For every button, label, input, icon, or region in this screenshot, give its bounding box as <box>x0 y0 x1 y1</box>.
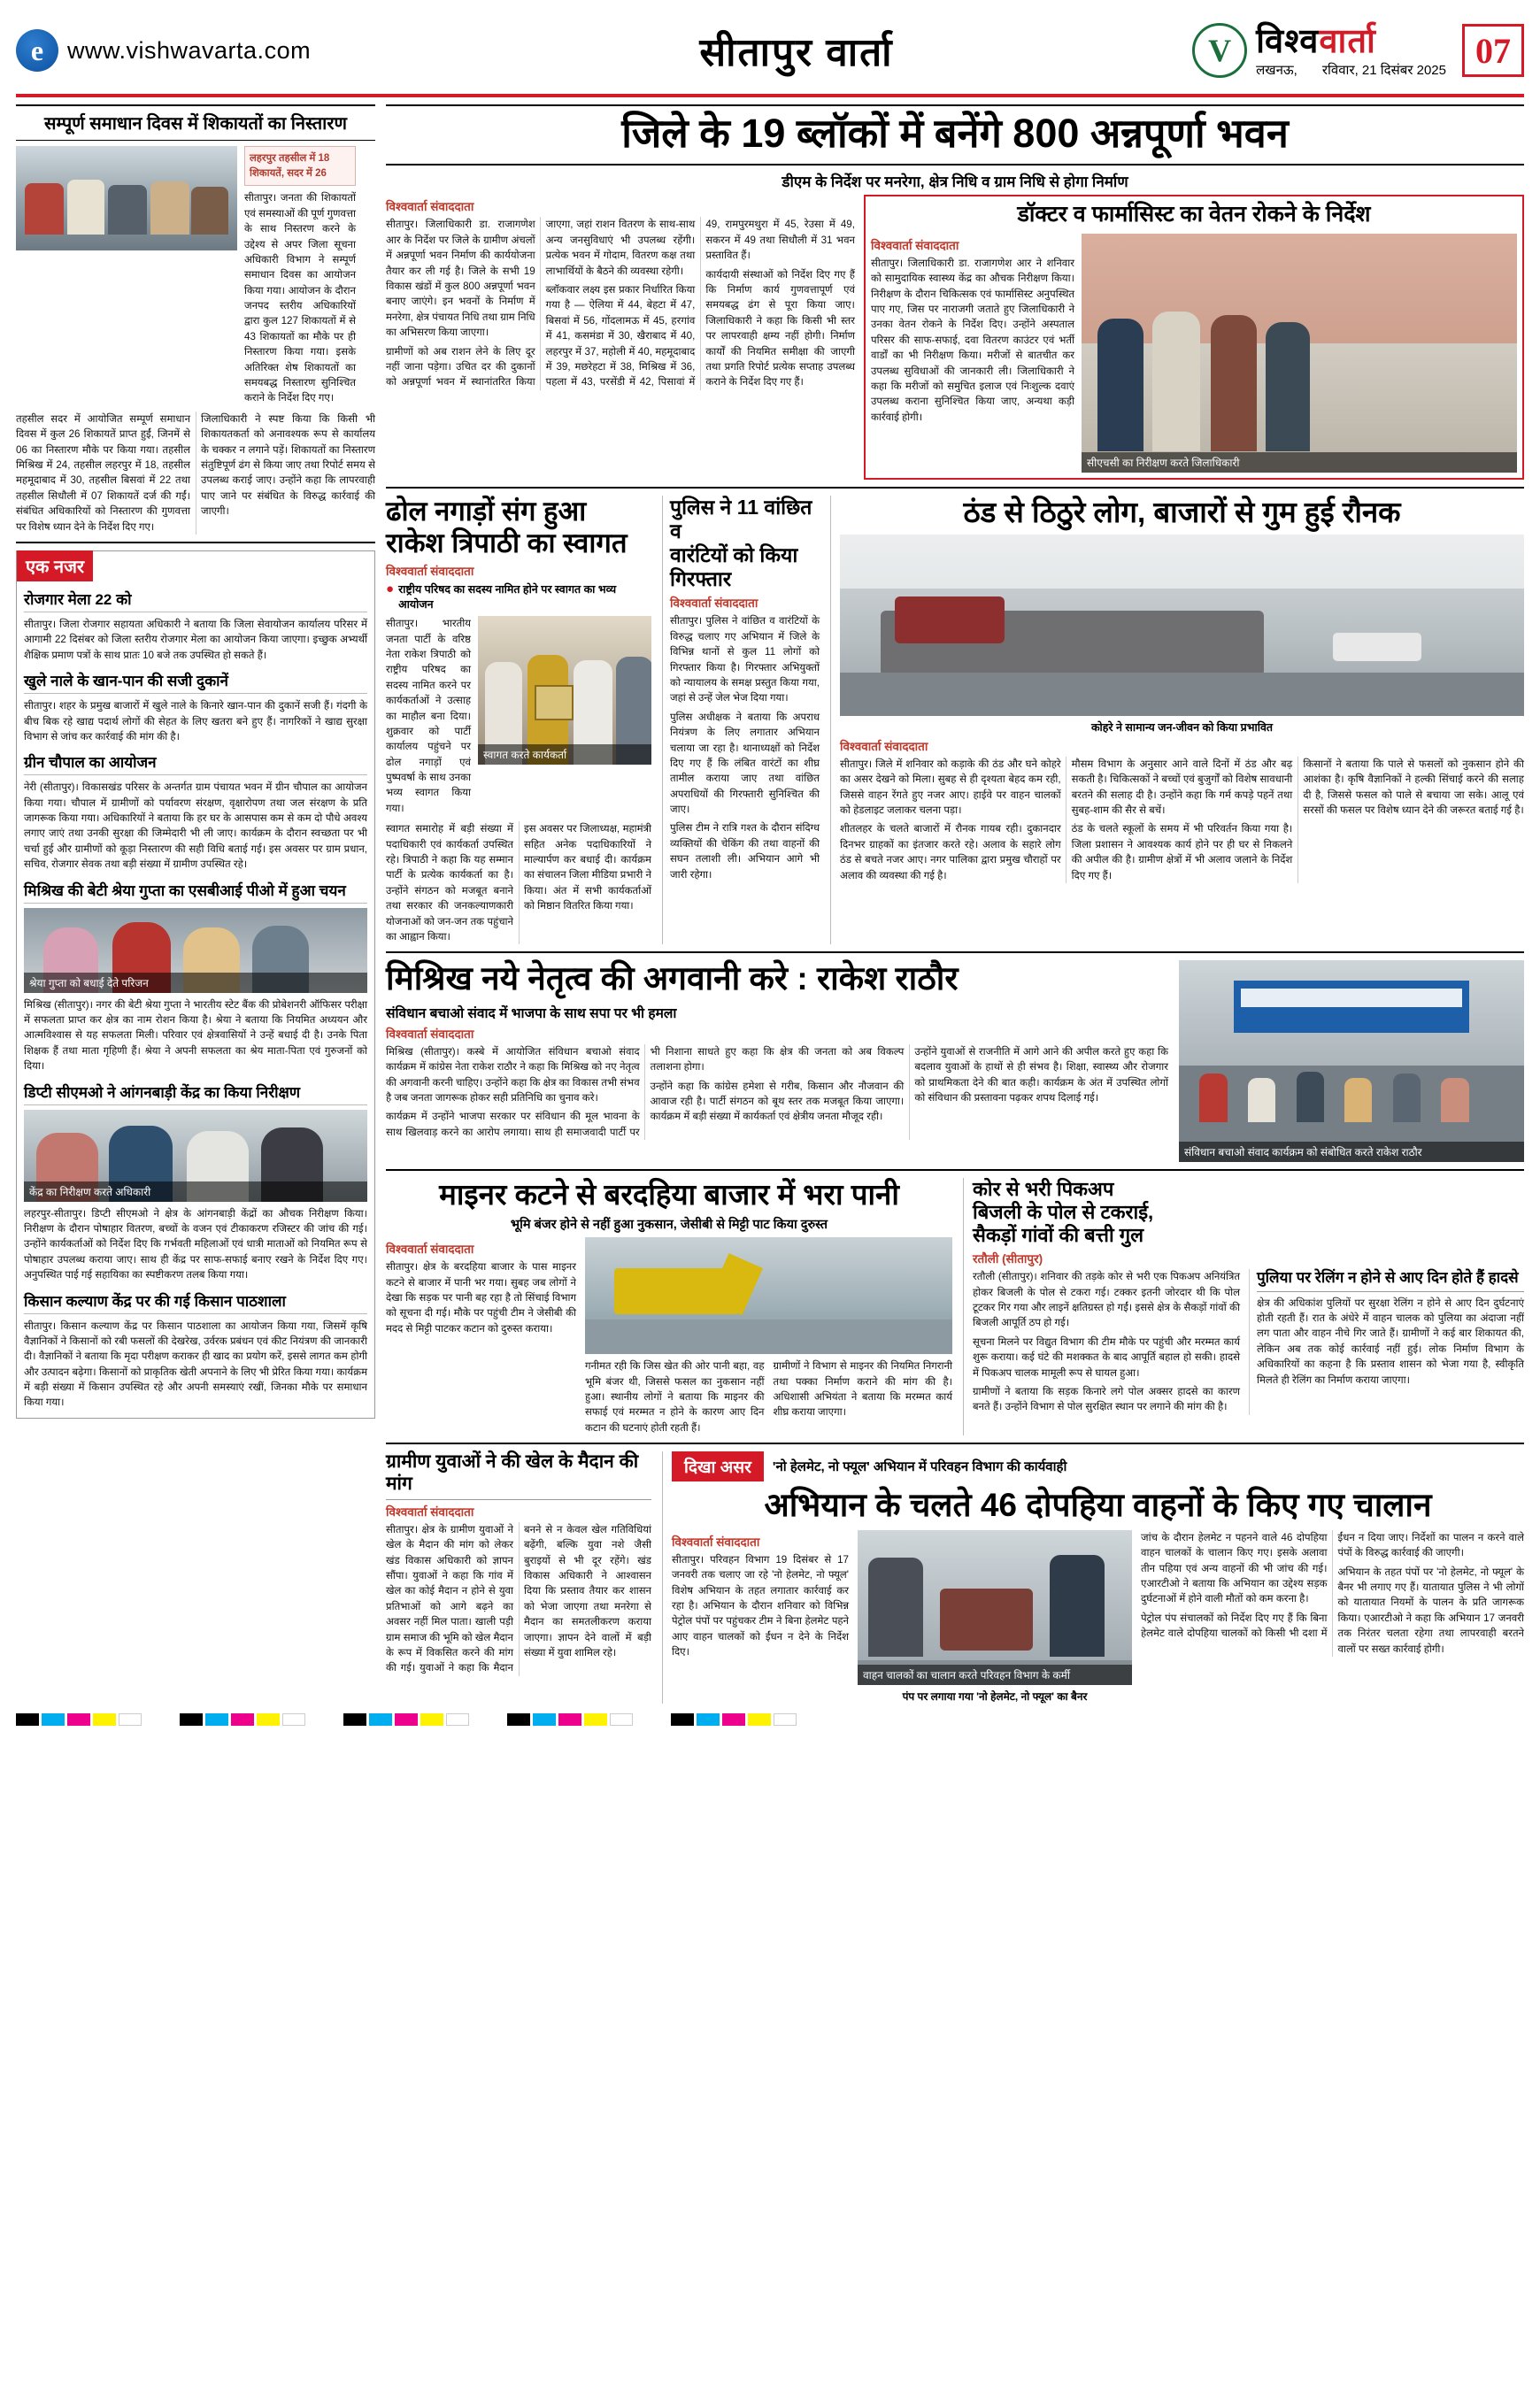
nazar-item-chaupal <box>24 751 367 872</box>
item-text: लहरपुर-सीतापुर। डिप्टी सीएमओ ने क्षेत्र के आंगनबाड़ी केंद्रों का औचक निरीक्षण किया। निरीक्षण के दौरान पोषाहार वितरण, बच्चों के वजन एवं टीकाकरण रजिस्टर की जांच की गई। उन्होंने कार्यकर्ताओं को निर्देश दिए कि गर्भवती महिलाओं एवं धात्री माताओं को नियमित रूप से पोषाहार उपलब्ध कराया जाए। साथ ही केंद्र पर साफ-सफाई बनाए रखने के निर्देश दिए गए। अनुपस्थित पाई गई सहायिका का स्पष्टीकरण तलब किया गया। <box>24 1207 367 1281</box>
photo-caption: कोहरे ने सामान्य जन-जीवन को किया प्रभावित <box>1090 720 1274 734</box>
article-helmet-campaign <box>662 1451 1524 1704</box>
article-text-4: ठंड के चलते स्कूलों के समय में भी परिवर्तन किया गया है। जिला प्रशासन ने आवश्यक कार्य होने पर ही घर से निकलने की अपील की है। ग्रामीण क्षेत्रों में भी अलाव जलाने के निर्देश दिए गए हैं। <box>1071 823 1293 881</box>
row-fourth <box>386 1178 1524 1435</box>
article-photo <box>1082 234 1517 473</box>
item-photo <box>24 1110 367 1202</box>
article-minor-water <box>386 1178 952 1435</box>
article-headline-line2: राकेश त्रिपाठी का स्वागत <box>386 527 628 558</box>
item-text: मिश्रिख (सीतापुर)। नगर की बेटी श्रेया गुप्ता ने भारतीय स्टेट बैंक की प्रोबेशनरी ऑफिसर परीक्षा में सफलता प्राप्त कर क्षेत्र का नाम रोशन किया है। श्रेया ने बताया कि नियमित अध्ययन और आत्मविश्वास से यह सफलता मिली। परिवार एवं क्षेत्रवासियों ने उन्हें बधाई दी है। उनके पिता शिक्षक हैं तथा माता गृहिणी हैं। श्रेया ने अपनी सफलता का श्रेय माता-पिता एवं गुरुजनों को दिया। <box>24 998 367 1073</box>
item-headline: किसान कल्याण केंद्र पर की गई किसान पाठशाला <box>24 1290 367 1314</box>
article-dhol-nagade <box>386 496 651 944</box>
item-text: सीतापुर। किसान कल्याण केंद्र पर किसान पाठशाला का आयोजन किया गया, जिसमें कृषि वैज्ञानिकों ने किसानों को रबी फसलों की देखरेख, उर्वरक प्रबंधन एवं कीट नियंत्रण की जानकारी दी। वैज्ञानिकों ने बताया कि मृदा परीक्षण कराकर ही खाद का प्रयोग करें, इससे लागत कम होगी और उत्पादन बढ़ेगा। किसानों को प्राकृतिक खेती अपनाने के लिए भी प्रेरित किया गया। कार्यक्रम में बड़ी संख्या में किसान उपस्थित रहे और अपनी समस्याएं रखीं, जिनका मौके पर समाधान किया गया। <box>24 1320 367 1409</box>
article-cold-wave <box>830 496 1524 944</box>
article-text-2: शीतलहर के चलते बाजारों में रौनक गायब रही। दुकानदार दिनभर ग्राहकों का इंतजार करते रहे। अलाव के सहारे लोग ठंड से बचते नजर आए। नगर पालिका द्वारा प्रमुख चौराहों पर अलाव की व्यवस्था की गई है। <box>840 823 1061 881</box>
article-headline: ठंड से ठिठुरे लोग, बाजारों से गुम हुई रौनक <box>963 495 1401 528</box>
byline: विश्ववार्ता संवाददाता <box>840 739 928 753</box>
article-text-3: ग्रामीणों ने विभाग से माइनर की नियमित निगरानी तथा पक्का निर्माण कराने की मांग की है। अधिशासी अभियंता ने बताया कि मरम्मत कार्य शीघ्र कराया जाएगा। <box>773 1360 952 1419</box>
article-text-1: सीतापुर। जनता की शिकायतों एवं समस्याओं की पूर्ण गुणवत्ता के साथ निस्तरण करने के उद्देश्य से अपर जिला सूचना अधिकारी विभाग ने सम्पूर्ण समाधान दिवस का आयोजन किया गया। आयोजन के दौरान जनपद स्तरीय अधिकारियों द्वारा कुल 127 शिकायतों में से 43 शिकायतों का मौके पर ही निस्तारण किया गया। इसके अतिरिक्त शेष शिकायतों का समयबद्ध निस्तारण सुनिश्चित कराने के निर्देश दिए गए। <box>244 192 356 404</box>
brand-city: लखनऊ, <box>1256 62 1297 78</box>
item-headline: डिप्टी सीएमओ ने आंगनबाड़ी केंद्र का किया निरीक्षण <box>24 1081 367 1105</box>
brand-logo-icon: V <box>1192 23 1247 78</box>
article-text-3: ग्रामीणों ने बताया कि सड़क किनारे लगे पोल अक्सर हादसे का कारण बनते हैं। उन्होंने विभाग से पोल सुरक्षित स्थान पर लगाने की मांग की है। <box>973 1385 1240 1413</box>
brand-name <box>1256 22 1446 60</box>
article-text-1: सीतापुर। परिवहन विभाग 19 दिसंबर से 17 जनवरी तक चलाए जा रहे 'नो हेलमेट, नो फ्यूल' विशेष अभियान के तहत लगातार कार्रवाई कर रहा है। अभियान के दौरान शनिवार को विभिन्न पेट्रोल पंपों पर पहुंचकर टीम ने बिना हेलमेट पहने आए वाहन चालकों को ईंधन न देने के निर्देश दिए। <box>672 1553 849 1658</box>
masthead <box>16 12 1524 97</box>
article-text-4: अभियान के तहत पंपों पर 'नो हेलमेट, नो फ्यूल' के बैनर भी लगाए गए हैं। यातायात पुलिस ने भी लोगों को यातायात नियमों के पालन के प्रति जागरूक किया। एआरटीओ ने कहा कि अभियान 17 जनवरी तक निरंतर चलता रहेगा तथा लापरवाही बरतने वालों पर सख्त कार्रवाई होगी। <box>1337 1566 1524 1655</box>
byline: विश्ववार्ता संवाददाता <box>670 596 758 611</box>
row-fifth <box>386 1451 1524 1704</box>
article-samadhan-divas <box>16 104 375 535</box>
byline: विश्ववार्ता संवाददाता <box>386 1243 474 1257</box>
article-text-2: तहसील सदर में आयोजित सम्पूर्ण समाधान दिवस में कुल 26 शिकायतें प्राप्त हुईं, जिनमें से 06 का निस्तारण मौके पर किया गया। तहसील मिश्रिख में 24, तहसील लहरपुर में 18, तहसील महमूदाबाद में 30, तहसील बिसवां में 22 तथा तहसील सिधौली में 07 शिकायतें दर्ज की गईं। संबंधित अधिकारियों को निस्तारण की गुणवत्ता पर विशेष ध्यान देने के निर्देश दिए गए। <box>16 412 190 533</box>
masthead-left <box>16 29 565 72</box>
byline: विश्ववार्ता संवाददाता <box>871 238 959 252</box>
article-headline: मिश्रिख नये नेतृत्व की अगवानी करे : राकेश राठौर <box>386 960 959 997</box>
article-text-2: कार्यक्रम में उन्होंने भाजपा सरकार पर संविधान की मूल भावना के साथ खिलवाड़ करने का आरोप लगाया। साथ ही समाजवादी पार्टी पर भी निशाना साधते हुए कहा कि क्षेत्र की जनता को अब विकल्प तलाशना होगा। <box>386 1045 905 1138</box>
article-subhead: डीएम के निर्देश पर मनरेगा, क्षेत्र निधि व ग्राम निधि से होगा निर्माण <box>782 173 1128 191</box>
article-doctor-salary <box>864 195 1524 480</box>
row-second <box>386 496 1524 944</box>
page-title: सीतापुर वार्ता <box>699 31 894 74</box>
item-headline: रोजगार मेला 22 को <box>24 589 367 612</box>
article-headline-line1: ढोल नगाड़ों संग हुआ <box>386 495 587 527</box>
article-text-4: कार्यदायी संस्थाओं को निर्देश दिए गए हैं कि निर्माण कार्य गुणवत्तापूर्ण एवं समयबद्ध ढंग से पूरा किया जाए। जिलाधिकारी ने कहा कि किसी भी स्तर पर लापरवाही क्षम्य नहीं होगी। निर्माण कार्यों की नियमित समीक्षा की जाएगी तथा प्रगति रिपोर्ट प्रत्येक सप्ताह उपलब्ध कराने के निर्देश दिए गए हैं। <box>705 268 855 389</box>
item-text: सीतापुर। जिला रोजगार सहायता अधिकारी ने बताया कि जिला सेवायोजन कार्यालय परिसर में आगामी 22 दिसंबर को जिला स्तरीय रोजगार मेला का आयोजन किया जाएगा। इच्छुक अभ्यर्थी शैक्षिक प्रमाण पत्रों के साथ प्रातः 10 बजे तक उपस्थित हो सकते हैं। <box>24 618 367 661</box>
nazar-item-shreya <box>24 880 367 1074</box>
article-text-5: किसानों ने बताया कि पाले से फसलों को नुकसान होने की आशंका है। कृषि वैज्ञानिकों ने हल्की सिंचाई करने की सलाह दी है, जिससे फसल को पाले से बचाया जा सके। आलू एवं सरसों की फसल पर विशेष ध्यान देने की जरूरत बताई गई है। <box>1303 758 1524 816</box>
article-headline: अभियान के चलते 46 दोपहिया वाहनों के किए गए चालान <box>764 1487 1432 1524</box>
item-text: नेरी (सीतापुर)। विकासखंड परिसर के अन्तर्गत ग्राम पंचायत भवन में ग्रीन चौपाल का आयोजन किया गया। चौपाल में ग्रामीणों को पर्यावरण संरक्षण, वृक्षारोपण तथा जल संरक्षण के प्रति जागरूक किया गया। अधिकारियों ने बताया कि हर घर के आसपास कम से कम दो पौधे अवश्य लगाए जाएं तथा उनकी सुरक्षा की जिम्मेदारी भी ली जाए। कार्यक्रम के दौरान स्वच्छता पर भी चर्चा हुई और ग्रामीणों को कूड़ा निस्तारण की सही विधि बताई गई। इस अवसर पर ग्राम प्रधान, सचिव, रोजगार सेवक तथा बड़ी संख्या में ग्रामीण उपस्थित रहे। <box>24 781 367 871</box>
article-headline: माइनर कटने से बरदहिया बाजार में भरा पानी <box>439 1178 899 1212</box>
article-photo <box>1179 960 1524 1162</box>
byline: विश्ववार्ता संवाददाता <box>386 200 474 214</box>
item-headline: खुले नाले के खान-पान की सजी दुकानें <box>24 670 367 694</box>
article-bullet: राष्ट्रीय परिषद का सदस्य नामित होने पर स्वागत का भव्य आयोजन <box>398 583 617 612</box>
page-number: 07 <box>1462 24 1524 77</box>
article-text-3: पुलिस टीम ने रात्रि गश्त के दौरान संदिग्ध व्यक्तियों की चेकिंग की तथा वाहनों की सघन तलाशी ली। अभियान आगे भी जारी रहेगा। <box>670 822 820 881</box>
article-text-2: जांच के दौरान हेलमेट न पहनने वाले 46 दोपहिया वाहन चालकों के चालान किए गए। इसके अलावा तीन पहिया एवं अन्य वाहनों की भी जांच की गई। एआरटीओ ने बताया कि अभियान का उद्देश्य सड़क दुर्घटनाओं में होने वाली मौतों को कम करना है। <box>1141 1531 1328 1605</box>
article-headline-line2: वारंटियों को किया <box>670 543 798 567</box>
article-youth-playground <box>386 1451 651 1704</box>
article-text-3: जिलाधिकारी ने स्पष्ट किया कि किसी भी शिकायतकर्ता को अनावश्यक रूप से कार्यालय के चक्कर न लगाने पड़ें। शिकायतों का निस्तारण संतुष्टिपूर्ण ढंग से किया जाए तथा रिपोर्ट समय से उपलब्ध कराई जाए। उन्होंने कहा कि लापरवाही पाए जाने पर संबंधित के विरुद्ध कार्रवाई की जाएगी। <box>201 412 375 518</box>
side-headline: पुलिया पर रेलिंग न होने से आए दिन होते हैं हादसे <box>1257 1269 1524 1291</box>
byline: विश्ववार्ता संवाददाता <box>386 565 474 579</box>
article-headline-line3: गिरफ्तार <box>670 567 732 591</box>
photo-caption: केंद्र का निरीक्षण करते अधिकारी <box>24 1181 367 1202</box>
article-text-3: मौसम विभाग के अनुसार आने वाले दिनों में ठंड और बढ़ सकती है। चिकित्सकों ने बच्चों एवं बुजुर्गों को विशेष सावधानी बरतने की सलाह दी है। उन्होंने कहा कि गर्म कपड़े पहनें तथा सुबह-शाम की सैर से बचें। <box>1071 758 1293 816</box>
pull-quote: लहरपुर तहसील में 18 शिकायतें, सदर में 26 <box>244 146 356 186</box>
side-text: क्षेत्र की अधिकांश पुलियों पर सुरक्षा रेलिंग न होने से आए दिन दुर्घटनाएं होती रहती हैं। रात के अंधेरे में वाहन चालक को पुलिया का अंदाजा नहीं लग पाता और वाहन नीचे गिर जाते हैं। ग्रामीणों ने कई बार शिकायत की, लेकिन अब तक कोई कार्रवाई नहीं हुई। लोक निर्माण विभाग के अधिकारियों का कहना है कि प्रस्ताव शासन को भेजा गया है, स्वीकृति मिलते ही रेलिंग का निर्माण कराया जाएगा। <box>1257 1297 1524 1386</box>
article-subhead: भूमि बंजर होने से नहीं हुआ नुकसान, जेसीबी से मिट्टी पाट किया दुरुस्त <box>510 1218 828 1233</box>
article-text-4: उन्होंने युवाओं से राजनीति में आगे आने की अपील करते हुए कहा कि बदलाव युवाओं के हाथों से ही संभव है। शिक्षा, स्वास्थ्य और रोजगार को प्राथमिकता देने की बात कही। कार्यक्रम के अंत में उपस्थित लोगों को संविधान की प्रस्तावना पढ़कर शपथ दिलाई गई। <box>914 1045 1168 1104</box>
nazar-item-rojgar <box>24 589 367 663</box>
article-headline-line1: पुलिस ने 11 वांछित व <box>670 495 812 543</box>
website-url[interactable]: www.vishwavarta.com <box>67 36 312 64</box>
brand-date: रविवार, 21 दिसंबर 2025 <box>1321 62 1446 78</box>
left-column <box>16 104 375 1704</box>
masthead-center <box>565 24 1028 77</box>
side-photo-caption: पंप पर लगाया गया 'नो हेलमेट, नो फ्यूल' का बैनर <box>902 1689 1088 1703</box>
article-text-1: सीतापुर। पुलिस ने वांछित व वारंटियों के विरुद्ध चलाए गए अभियान में जिले के विभिन्न थानों से कुल 11 लोगों को गिरफ्तार किया है। गिरफ्तार अभियुक्तों को न्यायालय के समक्ष प्रस्तुत किया गया, जहां से उन्हें जेल भेज दिया गया। <box>670 615 820 704</box>
article-annapurna-bhawan <box>386 104 1524 480</box>
article-text-2: गनीमत रही कि जिस खेत की ओर पानी बहा, वह भूमि बंजर थी, जिससे फसल का नुकसान नहीं हुआ। स्थानीय लोगों ने बताया कि माइनर की सफाई एवं मरम्मत न होने के कारण आए दिन कटान की घटनाएं होती रहती हैं। <box>585 1360 765 1434</box>
photo-caption: सीएचसी का निरीक्षण करते जिलाधिकारी <box>1082 452 1517 473</box>
article-photo <box>478 616 651 765</box>
byline: रतौली (सीतापुर) <box>973 1252 1043 1266</box>
article-subhead: संविधान बचाओ संवाद में भाजपा के साथ सपा पर भी हमला <box>386 1005 677 1021</box>
article-headline-line1: कोर से भरी पिकअप <box>973 1178 1114 1201</box>
article-text: सीतापुर। जिलाधिकारी डा. राजागणेश आर ने शनिवार को सामुदायिक स्वास्थ्य केंद्र का औचक निरीक्षण किया। निरीक्षण के दौरान चिकित्सक एवं फार्मासिस्ट अनुपस्थित पाए गए, जिस पर नाराजगी जताते हुए जिलाधिकारी ने उनका वेतन रोकने के निर्देश दिए। उन्होंने अस्पताल परिसर की साफ-सफाई, दवा वितरण काउंटर एवं भर्ती वार्डों का भी निरीक्षण किया। मरीजों से बातचीत कर उपलब्ध सुविधाओं की जानकारी ली। जिलाधिकारी ने कहा कि मरीजों को समुचित इलाज एवं निःशुल्क दवाएं उपलब्ध कराना सुनिश्चित किया जाए, अन्यथा कड़ी कार्रवाई होगी। <box>871 257 1074 423</box>
article-photo <box>16 146 237 250</box>
article-text-3: इस अवसर पर जिलाध्यक्ष, महामंत्री सहित अनेक पदाधिकारियों ने माल्यार्पण कर बधाई दी। कार्यक्रम का संचालन जिला मीडिया प्रभारी ने किया। अंत में सभी कार्यकर्ताओं को मिष्ठान वितरित किया गया। <box>524 823 651 912</box>
article-text-1: सीतापुर। भारतीय जनता पार्टी के वरिष्ठ नेता राकेश त्रिपाठी को राष्ट्रीय परिषद का सदस्य नामित करने पर कार्यकर्ताओं ने उत्साह का माहौल बना दिया। शुक्रवार को पार्टी कार्यालय पहुंचने पर ढोल नगाड़ों एवं पुष्पवर्षा के साथ उनका भव्य स्वागत किया गया। <box>386 618 471 814</box>
brand-name-part2: वार्ता <box>1319 22 1376 60</box>
article-text-1: सीतापुर। क्षेत्र के बरदहिया बाजार के पास माइनर कटने से बाजार में पानी भर गया। सुबह जब लोगों ने देखा कि सड़क पर पानी बह रहा है तो सिंचाई विभाग को सूचना दी गई। मौके पर पहुंची टीम ने जेसीबी की मदद से मिट्टी पाटकर कटान को दुरुस्त कराया। <box>386 1261 576 1335</box>
ek-nazar-box <box>16 550 375 1419</box>
nazar-item-kisan <box>24 1290 367 1411</box>
article-mishrikh-rathore <box>386 960 1524 1162</box>
byline: विश्ववार्ता संवाददाता <box>386 1504 474 1519</box>
article-text-2: ग्रामीणों को अब राशन लेने के लिए दूर नहीं जाना पड़ेगा। उचित दर की दुकानों को अन्नपूर्णा भवन में स्थानांतरित किया जाएगा, जहां राशन वितरण के साथ-साथ अन्य जनसुविधाएं भी उपलब्ध रहेंगी। प्रत्येक भवन में गोदाम, वितरण कक्ष तथा लाभार्थियों के बैठने की व्यवस्था रहेगी। <box>386 219 696 389</box>
article-text-1: मिश्रिख (सीतापुर)। कस्बे में आयोजित संविधान बचाओ संवाद कार्यक्रम में कांग्रेस नेता राकेश राठौर ने कहा कि मिश्रिख को नए नेतृत्व की अगवानी करनी चाहिए। उन्होंने कहा कि क्षेत्र का विकास तभी संभव है जब जनता जागरूक होकर सही प्रतिनिधि का चुनाव करे। <box>386 1045 640 1104</box>
right-section <box>386 104 1524 1704</box>
byline: विश्ववार्ता संवाददाता <box>386 1027 474 1041</box>
article-headline: डॉक्टर व फार्मासिस्ट का वेतन रोकने के निर्देश <box>1017 202 1371 227</box>
item-headline: मिश्रिख की बेटी श्रेया गुप्ता का एसबीआई पीओ में हुआ चयन <box>24 880 367 904</box>
globe-icon: e <box>16 29 58 72</box>
article-text-3: उन्होंने कहा कि कांग्रेस हमेशा से गरीब, किसान और नौजवान की आवाज रही है। पार्टी संगठन को बूथ स्तर तक मजबूत किया जाएगा। कार्यक्रम में बड़ी संख्या में कार्यकर्ता एवं क्षेत्रीय जनता मौजूद रही। <box>650 1080 905 1123</box>
item-text: सीतापुर। शहर के प्रमुख बाजारों में खुले नाले के किनारे खान-पान की दुकानें सजी हैं। गंदगी के बीच बिक रहे खाद्य पदार्थ लोगों की सेहत के लिए खतरा बने हुए हैं। नागरिकों ने खाद्य सुरक्षा विभाग से जांच कर कार्रवाई की मांग की है। <box>24 700 367 743</box>
nazar-item-nale <box>24 670 367 744</box>
article-text-3: ब्लॉकवार लक्ष्य इस प्रकार निर्धारित किया गया है — ऐलिया में 44, बेहटा में 47, बिसवां में 56, गोंदलामऊ में 45, हरगांव में 41, कसमंडा में 30, खैराबाद में 40, लहरपुर में 37, महोली में 40, महमूदाबाद में 39, मछरेहटा में 38, मिश्रिख में 36, पहला में 43, परसेंडी में 42, पिसावां में 49, रामपुरमथुरा में 45, रेउसा में 49, सकरन में 49 तथा सिधौली में 31 भवन प्रस्तावित हैं। <box>545 219 855 389</box>
article-headline: ग्रामीण युवाओं ने की खेल के मैदान की मांग <box>386 1451 651 1500</box>
photo-caption: वाहन चालकों का चालान करते परिवहन विभाग के कर्मी <box>858 1665 1132 1685</box>
article-headline: जिले के 19 ब्लॉकों में बनेंगे 800 अन्नपूर्णा भवन <box>386 104 1524 165</box>
status-badge: दिखा असर <box>672 1451 764 1481</box>
masthead-right <box>1028 23 1524 78</box>
photo-caption: स्वागत करते कार्यकर्ता <box>478 744 651 765</box>
byline: विश्ववार्ता संवाददाता <box>672 1535 760 1549</box>
article-text-1: सीतापुर। जिले में शनिवार को कड़ाके की ठंड और घने कोहरे का असर देखने को मिला। सुबह से ही दृश्यता बेहद कम रही, जिससे वाहन रेंगते हुए नजर आए। हाईवे पर वाहन चालकों को हेडलाइट जलाकर चलना पड़ा। <box>840 758 1061 816</box>
content-grid <box>16 104 1524 1704</box>
article-headline-line3: सैकड़ों गांवों की बत्ती गुल <box>973 1224 1144 1247</box>
article-text-2: पुलिस अधीक्षक ने बताया कि अपराध नियंत्रण के लिए लगातार अभियान चलाया जा रहा है। थानाध्यक्षों को निर्देश दिए गए हैं कि लंबित वारंटों का शीघ्र तामील कराया जाए तथा वांछित अपराधियों की गिरफ्तारी सुनिश्चित की जाए। <box>670 711 820 816</box>
article-text-3: पेट्रोल पंप संचालकों को निर्देश दिए गए हैं कि बिना हेलमेट वाले दोपहिया चालकों को किसी भी दशा में ईंधन न दिया जाए। निर्देशों का पालन न करने वाले पंपों के विरुद्ध कार्रवाई की जाएगी। <box>1141 1531 1524 1640</box>
article-headline: सम्पूर्ण समाधान दिवस में शिकायतों का निस्तारण <box>16 104 375 141</box>
article-text-2: सूचना मिलने पर विद्युत विभाग की टीम मौके पर पहुंची और मरम्मत कार्य शुरू कराया। कई घंटे की मशक्कत के बाद आपूर्ति बहाल हो सकी। हादसे में पिकअप चालक मामूली रूप से घायल हुआ। <box>973 1335 1240 1379</box>
article-photo <box>840 535 1524 716</box>
brand-name-part1: विश्व <box>1256 22 1320 60</box>
bullet-icon: ● <box>386 581 395 597</box>
print-registration-bar <box>16 1712 1524 1727</box>
article-tagline: 'नो हेलमेट, नो फ्यूल' अभियान में परिवहन विभाग की कार्यवाही <box>772 1459 1067 1475</box>
article-text-1: रतौली (सीतापुर)। शनिवार की तड़के कोर से भरी एक पिकअप अनियंत्रित होकर बिजली के पोल से टकरा गई। टक्कर इतनी जोरदार थी कि पोल टूटकर गिर गया और लाइनें क्षतिग्रस्त हो गईं। इससे क्षेत्र के सैकड़ों गांवों की बिजली आपूर्ति ठप हो गई। <box>973 1271 1240 1329</box>
item-photo <box>24 908 367 993</box>
article-text-2: स्वागत समारोह में बड़ी संख्या में पदाधिकारी एवं कार्यकर्ता उपस्थित रहे। त्रिपाठी ने कहा कि यह सम्मान पार्टी के प्रत्येक कार्यकर्ता का है। उन्होंने संगठन को मजबूत बनाने तथा सरकार की जनकल्याणकारी योजनाओं को जन-जन तक पहुंचाने का आह्वान किया। <box>386 823 513 943</box>
brand <box>1192 23 1446 78</box>
article-headline-line2: बिजली के पोल से टकराई, <box>973 1201 1154 1224</box>
photo-caption: श्रेया गुप्ता को बधाई देते परिजन <box>24 973 367 993</box>
brand-subline <box>1256 64 1446 77</box>
article-pickup-pole <box>963 1178 1524 1435</box>
nazar-item-dycmo <box>24 1081 367 1283</box>
ek-nazar-header: एक नजर <box>17 550 93 581</box>
photo-caption: संविधान बचाओ संवाद कार्यक्रम को संबोधित करते राकेश राठौर <box>1179 1142 1524 1162</box>
item-headline: ग्रीन चौपाल का आयोजन <box>24 751 367 775</box>
article-text: सीतापुर। क्षेत्र के ग्रामीण युवाओं ने खेल के मैदान की मांग को लेकर खंड विकास अधिकारी को ज्ञापन सौंपा। युवाओं ने कहा कि गांव में खेल का कोई मैदान न होने से युवा प्रतिभाओं को आगे बढ़ने का अवसर नहीं मिल पाता। खाली पड़ी ग्राम समाज की भूमि को खेल मैदान के रूप में विकसित करने की मांग की गई। युवाओं ने कहा कि मैदान बनने से न केवल खेल गतिविधियां बढ़ेंगी, बल्कि युवा नशे जैसी बुराइयों से भी दूर रहेंगे। खंड विकास अधिकारी ने आश्वासन दिया कि प्रस्ताव तैयार कर शासन को भेजा जाएगा तथा मनरेगा से मैदान का समतलीकरण कराया जाएगा। ज्ञापन देने वालों में बड़ी संख्या में युवा शामिल रहे। <box>386 1523 651 1674</box>
article-police-arrest <box>662 496 820 944</box>
brand-text <box>1256 22 1446 78</box>
article-text-1: सीतापुर। जिलाधिकारी डा. राजागणेश आर के निर्देश पर जिले के ग्रामीण अंचलों में अन्नपूर्णा भवन निर्माण की कार्ययोजना तैयार कर ली गई है। जिले के सभी 19 विकास खंडों में कुल 800 अन्नपूर्णा भवन बनाए जाएंगे। इन भवनों के निर्माण में मनरेगा, क्षेत्र पंचायत निधि तथा ग्राम निधि का अभिसरण किया जाएगा। <box>386 219 535 339</box>
article-photo <box>585 1237 952 1354</box>
article-photo <box>858 1530 1132 1685</box>
